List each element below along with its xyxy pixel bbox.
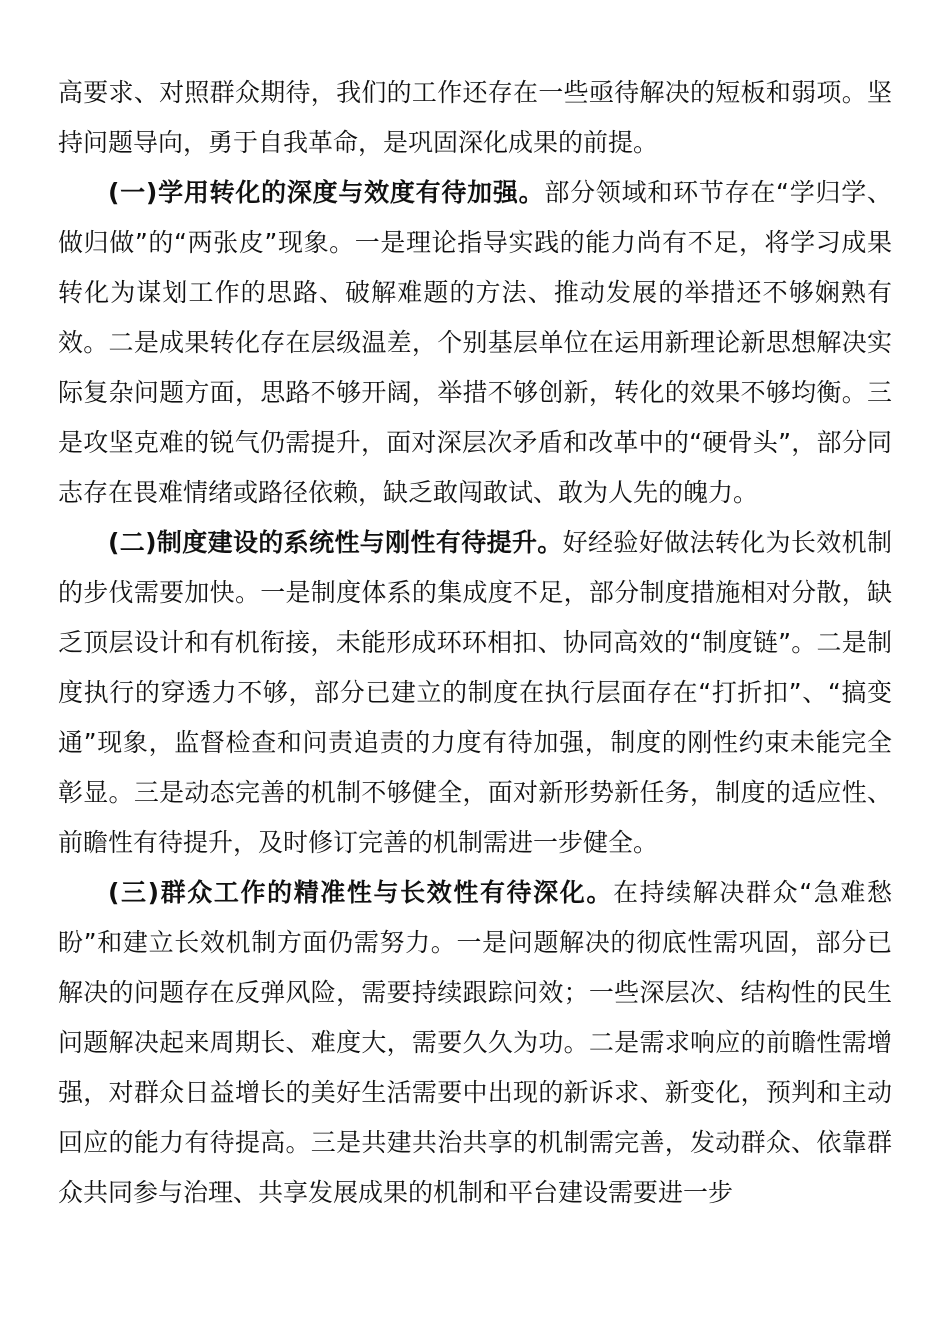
intro-paragraph: 高要求、对照群众期待，我们的工作还存在一些亟待解决的短板和弱项。坚持问题导向，勇于自我革命，是巩固深化成果的前提。 — [58, 78, 892, 157]
section-1-paragraph — [58, 168, 892, 518]
section-3-heading: (三)群众工作的精准性与长效性有待深化。 — [108, 878, 613, 907]
section-1-heading: (一)学用转化的深度与效度有待加强。 — [108, 178, 545, 207]
section-2-paragraph — [58, 518, 892, 868]
section-3-paragraph — [58, 868, 892, 1218]
section-2-heading: (二)制度建设的系统性与刚性有待提升。 — [108, 528, 563, 557]
section-2-body: 好经验好做法转化为长效机制的步伐需要加快。一是制度体系的集成度不足，部分制度措施相对分散，缺乏顶层设计和有机衔接，未能形成环环相扣、协同高效的“制度链”。二是制度执行的穿透力不够，部分已建立的制度在执行层面存在“打折扣”、“搞变通”现象，监督检查和问责追责的力度有待加强，制度的刚性约束未能完全彰显。三是动态完善的机制不够健全，面对新形势新任务，制度的适应性、前瞻性有待提升，及时修订完善的机制需进一步健全。 — [58, 528, 893, 857]
section-3-body: 在持续解决群众“急难愁盼”和建立长效机制方面仍需努力。一是问题解决的彻底性需巩固，部分已解决的问题存在反弹风险，需要持续跟踪问效；一些深层次、结构性的民生问题解决起来周期长、难度大，需要久久为功。二是需求响应的前瞻性需增强，对群众日益增长的美好生活需要中出现的新诉求、新变化，预判和主动回应的能力有待提高。三是共建共治共享的机制需完善，发动群众、依靠群众共同参与治理、共享发展成果的机制和平台建设需要进一步 — [58, 878, 892, 1207]
document-body — [58, 68, 892, 1218]
section-1-body: 部分领域和环节存在“学归学、做归做”的“两张皮”现象。一是理论指导实践的能力尚有不足，将学习成果转化为谋划工作的思路、破解难题的方法、推动发展的举措还不够娴熟有效。二是成果转化存在层级温差，个别基层单位在运用新理论新思想解决实际复杂问题方面，思路不够开阔，举措不够创新，转化的效果不够均衡。三是攻坚克难的锐气仍需提升，面对深层次矛盾和改革中的“硬骨头”，部分同志存在畏难情绪或路径依赖，缺乏敢闯敢试、敢为人先的魄力。 — [58, 178, 893, 507]
